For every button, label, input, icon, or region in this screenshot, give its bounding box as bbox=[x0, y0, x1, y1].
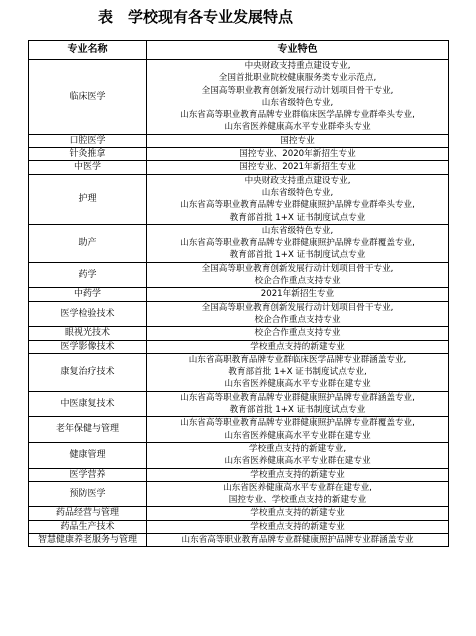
table-row bbox=[29, 468, 449, 481]
major-name-cell: 中药学 bbox=[29, 288, 147, 301]
feature-line: 学校重点支持的新建专业 bbox=[250, 469, 345, 480]
feature-line: 山东省级特色专业, bbox=[261, 225, 334, 236]
major-features-cell bbox=[147, 134, 449, 147]
major-features-cell bbox=[147, 262, 449, 288]
major-features-cell bbox=[147, 391, 449, 417]
major-name-cell: 口腔医学 bbox=[29, 134, 147, 147]
feature-line: 校企合作重点支持专业 bbox=[254, 276, 341, 287]
major-name-cell: 助产 bbox=[29, 224, 147, 262]
major-features-cell bbox=[147, 520, 449, 533]
feature-line: 2021年新招生专业 bbox=[260, 289, 335, 300]
feature-line: 教育部首批 1+X 证书制度试点专业 bbox=[229, 250, 366, 261]
feature-line: 学校重点支持的新建专业 bbox=[250, 521, 345, 532]
table-row bbox=[29, 417, 449, 443]
feature-line: 山东省医养健康高水平专业群牵头专业 bbox=[224, 122, 371, 133]
feature-line: 山东省医养健康高水平专业群在建专业 bbox=[224, 456, 371, 467]
major-features-cell bbox=[147, 417, 449, 443]
table-row bbox=[29, 301, 449, 327]
feature-line: 山东省高等职业教育品牌专业群健康照护品牌专业群覆盖专业, bbox=[180, 418, 415, 429]
feature-line: 教育部首批 1+X 证书制度试点专业 bbox=[229, 405, 366, 416]
feature-line: 国控专业、学校重点支持的新建专业 bbox=[228, 495, 367, 506]
feature-line: 全国高等职业教育创新发展行动计划项目骨干专业, bbox=[201, 263, 394, 274]
feature-line: 国控专业、2021年新招生专业 bbox=[239, 162, 356, 173]
feature-line: 山东省级特色专业, bbox=[261, 97, 334, 108]
major-name-cell: 预防医学 bbox=[29, 481, 147, 507]
table-body bbox=[29, 60, 449, 547]
header-major-features: 专业特色 bbox=[147, 41, 449, 60]
table-caption-label: 表 bbox=[98, 8, 114, 26]
feature-line: 学校重点支持的新建专业 bbox=[250, 508, 345, 519]
feature-line: 山东省高等职业教育品牌专业群健康照护品牌专业群覆盖专业, bbox=[180, 238, 415, 249]
table-caption-text: 学校现有各专业发展特点 bbox=[128, 8, 294, 26]
feature-line: 山东省医养健康高水平专业群在建专业, bbox=[223, 482, 372, 493]
table-row bbox=[29, 174, 449, 224]
major-features-cell bbox=[147, 148, 449, 161]
major-features-cell bbox=[147, 442, 449, 468]
major-features-cell bbox=[147, 161, 449, 174]
table-row bbox=[29, 224, 449, 262]
table-row bbox=[29, 520, 449, 533]
major-name-cell: 针灸推拿 bbox=[29, 148, 147, 161]
feature-line: 山东省医养健康高水平专业群在建专业 bbox=[224, 430, 371, 441]
table-row bbox=[29, 134, 449, 147]
feature-line: 学校重点支持的新建专业, bbox=[248, 443, 347, 454]
feature-line: 山东省高等职业教育品牌专业群健康照护品牌专业群牵头专业, bbox=[180, 200, 415, 211]
major-features-cell bbox=[147, 507, 449, 520]
feature-line: 山东省高职教育品牌专业群临床医学品牌专业群涵盖专业, bbox=[188, 354, 407, 365]
feature-line: 国控专业 bbox=[280, 135, 315, 146]
feature-line: 全国高等职业教育创新发展行动计划项目骨干专业, bbox=[201, 85, 394, 96]
major-name-cell: 医学影像技术 bbox=[29, 340, 147, 353]
major-features-cell bbox=[147, 224, 449, 262]
table-row bbox=[29, 507, 449, 520]
major-name-cell: 眼视光技术 bbox=[29, 327, 147, 340]
major-name-cell: 康复治疗技术 bbox=[29, 353, 147, 391]
feature-line: 学校重点支持的新建专业 bbox=[250, 341, 345, 352]
document-title bbox=[0, 4, 476, 30]
feature-line: 国控专业、2020年新招生专业 bbox=[239, 149, 356, 160]
major-name-cell: 临床医学 bbox=[29, 60, 147, 135]
feature-line: 校企合作重点支持专业 bbox=[254, 314, 341, 325]
feature-line: 山东省级特色专业, bbox=[261, 187, 334, 198]
major-name-cell: 医学检验技术 bbox=[29, 301, 147, 327]
feature-line: 山东省医养健康高水平专业群在建专业 bbox=[224, 379, 371, 390]
major-name-cell: 智慧健康养老服务与管理 bbox=[29, 533, 147, 546]
major-name-cell: 医学营养 bbox=[29, 468, 147, 481]
table-row bbox=[29, 442, 449, 468]
feature-line: 山东省高等职业教育品牌专业群健康照护品牌专业群涵盖专业 bbox=[181, 534, 414, 545]
table-row bbox=[29, 340, 449, 353]
feature-line: 教育部首批 1+X 证书制度试点专业, bbox=[228, 367, 367, 378]
feature-line: 教育部首批 1+X 证书制度试点专业 bbox=[229, 212, 366, 223]
table-row bbox=[29, 481, 449, 507]
table-row bbox=[29, 391, 449, 417]
feature-line: 校企合作重点支持专业 bbox=[254, 328, 341, 339]
feature-line: 全国首批职业院校健康服务类专业示范点, bbox=[218, 73, 377, 84]
major-features-cell bbox=[147, 340, 449, 353]
major-name-cell: 护理 bbox=[29, 174, 147, 224]
major-features-cell bbox=[147, 327, 449, 340]
table-row bbox=[29, 60, 449, 135]
major-features-table bbox=[28, 40, 449, 547]
feature-line: 中央财政支持重点建设专业, bbox=[244, 175, 351, 186]
major-features-cell bbox=[147, 481, 449, 507]
feature-line: 山东省高等职业教育品牌专业群临床医学品牌专业群牵头专业, bbox=[180, 110, 415, 121]
feature-line: 中央财政支持重点建设专业, bbox=[244, 61, 351, 71]
major-features-cell bbox=[147, 60, 449, 135]
table-row bbox=[29, 262, 449, 288]
major-name-cell: 药学 bbox=[29, 262, 147, 288]
major-name-cell: 中医学 bbox=[29, 161, 147, 174]
major-features-cell bbox=[147, 533, 449, 546]
major-name-cell: 老年保健与管理 bbox=[29, 417, 147, 443]
header-major-name: 专业名称 bbox=[29, 41, 147, 60]
major-name-cell: 药品经营与管理 bbox=[29, 507, 147, 520]
major-features-cell bbox=[147, 353, 449, 391]
major-features-cell bbox=[147, 468, 449, 481]
major-name-cell: 中医康复技术 bbox=[29, 391, 147, 417]
major-features-cell bbox=[147, 301, 449, 327]
feature-line: 全国高等职业教育创新发展行动计划项目骨干专业, bbox=[201, 302, 394, 313]
major-features-cell bbox=[147, 288, 449, 301]
feature-line: 山东省高等职业教育品牌专业群健康照护品牌专业群涵盖专业, bbox=[180, 392, 415, 403]
table-row bbox=[29, 288, 449, 301]
major-name-cell: 健康管理 bbox=[29, 442, 147, 468]
major-name-cell: 药品生产技术 bbox=[29, 520, 147, 533]
table-row bbox=[29, 353, 449, 391]
major-features-cell bbox=[147, 174, 449, 224]
table-row bbox=[29, 148, 449, 161]
table-row bbox=[29, 161, 449, 174]
table-row bbox=[29, 533, 449, 546]
table-row bbox=[29, 327, 449, 340]
table-header-row bbox=[29, 41, 449, 60]
